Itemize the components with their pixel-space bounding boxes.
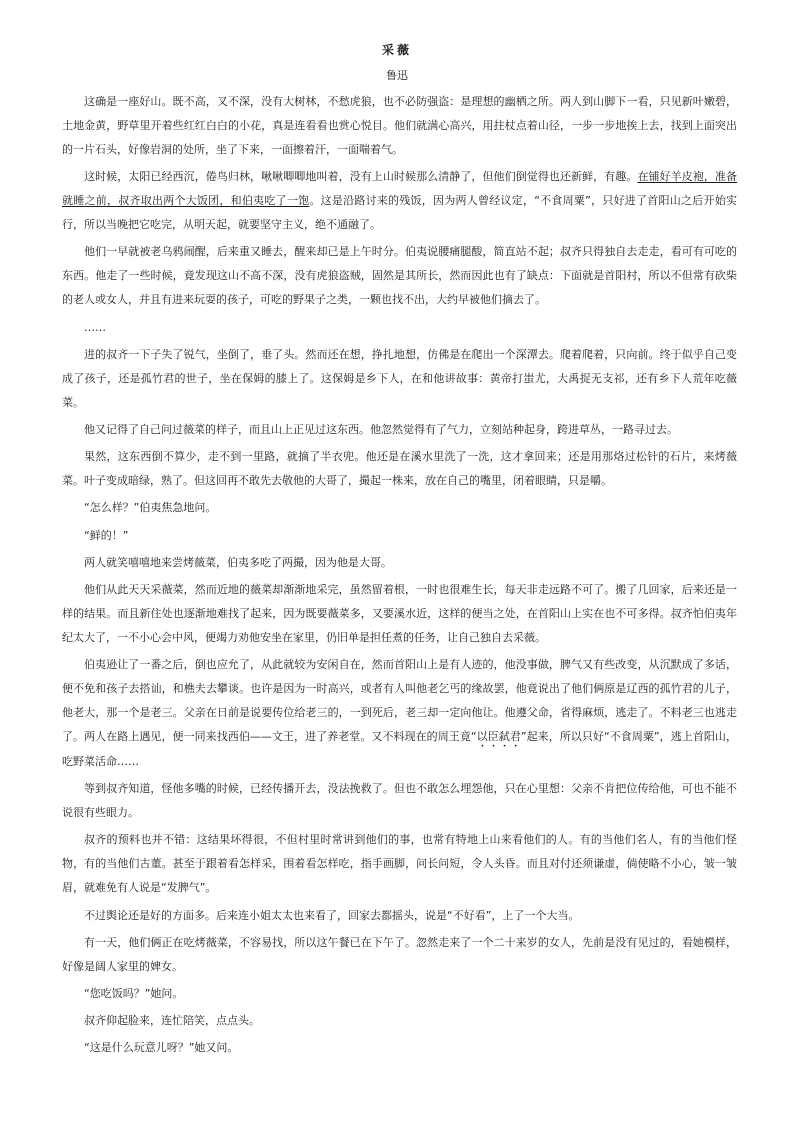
paragraph-text: 伯夷逊让了一番之后，倒也应允了，从此就较为安闲自在，然而首阳山上是有人迹的，他没事做，脾气又有些改变，从沉默成了多话，便不免和孩子去搭讪，和樵夫去攀谈。也许是因为一时高兴，或者有人叫他老乞丐的缘故罢，他竟说出了他们俩原是辽西的孤竹君的儿子，他老大，那一个是老三。父亲在日前是说要传位给老三的，一到死后，老三却一定向他让。他遵父命，省得麻烦，逃走了。不料老三也逃走了。两人在路上遇见，便一同来找西伯——文王，进了养老堂。又不料现在的周王竟“	[62, 658, 737, 744]
paragraph-text: ”起来，所以只好“不食周粟”，逃上首阳山，吃野菜活命……	[62, 730, 737, 769]
dialogue-line: “怎么样？”伯夷焦急地问。	[84, 501, 217, 515]
paragraph: 叔齐仰起脸来，连忙陪笑，点点头。	[84, 1014, 260, 1028]
dialogue-line: “这是什么玩意儿呀？”她又问。	[84, 1041, 239, 1055]
paragraph: 他们从此天天采薇菜，然而近地的薇菜却渐渐地采完，虽然留着根，一时也很难生长，每天非走远路不可了。搬了几回家，后来还是一样的结果。而且新住处也逐渐地难找了起来，因为既要薇菜多，又要溪水近，这样的便当之处，在首阳山上实在也不可多得。叔齐怕伯夷年纪太大了，一不小心会中风，便竭力劝他安坐在家里，仍旧单是担任煮的任务，让自己独自去采薇。	[62, 582, 737, 644]
paragraph: 不过舆论还是好的方面多。后来连小姐太太也来看了，回家去都摇头，说是“不好看”，上了一个大当。	[84, 908, 580, 922]
paragraph	[62, 165, 737, 237]
underlined-sentence: 在铺好羊皮袍，准备就睡之前，叔齐取出两个大饭团，和伯夷吃了一饱	[62, 170, 738, 208]
paragraph: 两人就笑嘻嘻地来尝烤薇菜，伯夷多吃了两撮，因为他是大哥。	[84, 555, 392, 569]
dialogue-line: “您吃饭吗？”她问。	[84, 987, 184, 1000]
dialogue-line: “鲜的！”	[84, 528, 129, 542]
paragraph: 等到叔齐知道，怪他多嘴的时候，已经传播开去，没法挽救了。但也不敢怎么埋怨他，只在心里想：父亲不肯把位传给他，可也不能不说很有些眼力。	[62, 782, 737, 820]
paragraph-text: 这时候，太阳已经西沉，倦鸟归林，啾啾唧唧地叫着，没有上山时候那么清静了，但他们倒觉得也还新鲜，有趣。	[84, 170, 638, 184]
paragraph: 他又记得了自己问过薇菜的样子，而且山上正见过这东西。他忽然觉得有了气力，立刻站种起身，跨进草丛，一路寻过去。	[84, 422, 678, 436]
paragraph	[62, 653, 737, 774]
emphasized-phrase: 以臣弑君	[476, 730, 521, 744]
paragraph: 有一天，他们俩正在吃烤薇菜，不容易找，所以这午餐已在下午了。忽然走来了一个二十来岁的女人，先前是没有见过的，看她模样，好像是阔人家里的婢女。	[62, 935, 737, 973]
document-title: 采薇	[381, 43, 412, 57]
ellipsis-paragraph: ……	[84, 320, 106, 334]
paragraph-text: 。这是沿路讨来的残饭，因为两人曾经议定，“不食周粟”，只好进了首阳山之后开始实行，所以当晚把它吃完，从明天起，就要坚守主义，绝不通融了。	[62, 194, 737, 232]
author-name: 鲁迅	[386, 69, 408, 82]
paragraph: 这确是一座好山。既不高，又不深，没有大树林，不愁虎狼，也不必防强盗：是理想的幽栖之所。两人到山脚下一看，只见新叶嫩碧，土地金黄，野草里开着些红红白白的小花，真是连看看也赏心悦目。他们就满心高兴，用拄杖点着山径，一步一步地挨上去，找到上面突出的一片石头，好像岩洞的处所，坐了下来，一面擦着汗，一面喘着气。	[62, 95, 737, 156]
paragraph: 进的叔齐一下子失了锐气，坐倒了，垂了头。然而还在想，挣扎地想，仿佛是在爬出一个深潭去。爬着爬着，只向前。终于似乎自己变成了孩子，还是孤竹君的世子，坐在保姆的膝上了。这保姆是乡下人，在和他讲故事：黄帝打蚩尤，大禹捉无支祁，还有乡下人荒年吃薇菜。	[62, 347, 737, 409]
paragraph: 果然，这东西倒不算少，走不到一里路，就摘了半衣兜。他还是在溪水里洗了一洗，这才拿回来；还是用那烙过松针的石片，来烤薇菜。叶子变成暗绿，熟了。但这回再不敢先去敬他的大哥了，撮起一株来，放在自己的嘴里，闭着眼睛，只是嚼。	[62, 450, 737, 488]
paragraph: 他们一早就被老乌鸦闹醒，后来重又睡去，醒来却已是上午时分。伯夷说腰痛腿酸，简直站不起；叔齐只得独自去走走，看可有可吃的东西。他走了一些时候，竟发现这山不高不深，没有虎狼盗贼，固然是其所长，然而因此也有了缺点：下面就是首阳村，所以不但常有砍柴的老人或女人，并且有进来玩耍的孩子，可吃的野果子之类，一颗也找不出，大约早被他们摘去了。	[62, 245, 737, 307]
passage-body	[62, 90, 737, 1060]
paragraph: 叔齐的预料也并不错：这结果坏得很，不但村里时常讲到他们的事，也常有特地上山来看他们的人。有的当他们名人，有的当他们怪物，有的当他们古董。甚至于跟着看怎样采，围着看怎样吃，指手画脚，问长问短，令人头昏。而且对付还须谦虚，倘使略不小心，皱一皱眉，就难免有人说是“发脾气”。	[62, 833, 737, 895]
